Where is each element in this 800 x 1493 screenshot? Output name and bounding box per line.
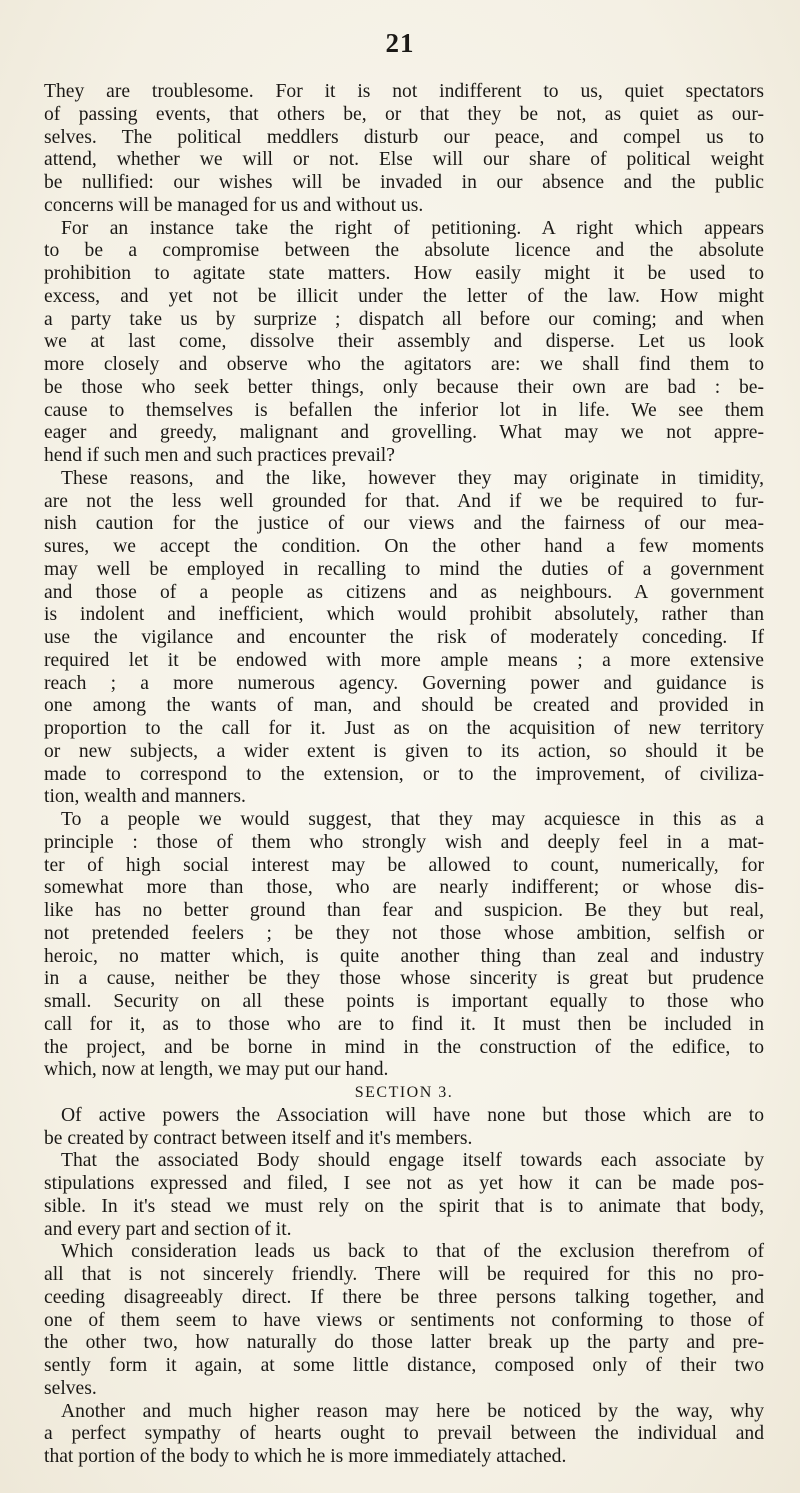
- text-line: use the vigilance and encounter the risk of moderately conceding. If: [44, 627, 764, 648]
- text-line: selves. The political meddlers disturb our peace, and compel us to: [44, 126, 764, 148]
- text-line: more closely and observe who the agitators are: we shall find them to: [44, 354, 764, 375]
- text-line: reach ; a more numerous agency. Governing power and guidance is: [44, 672, 764, 694]
- text-line: are not the less well grounded for that. And if we be required to fur-: [44, 490, 764, 512]
- text-line: one among the wants of man, and should be created and provided in: [44, 695, 764, 717]
- page-body-text: [44, 81, 764, 1469]
- text-line: the other two, how naturally do those latter break up the party and pre-: [44, 1332, 764, 1354]
- text-line: ceeding disagreeably direct. If there be three persons talking together, and: [44, 1286, 764, 1308]
- text-line: of passing events, that others be, or that they be not, as quiet as our-: [44, 103, 764, 125]
- text-line: to be a compromise between the absolute licence and the absolute: [44, 240, 764, 262]
- text-line: sible. In it's stead we must rely on the spirit that is to animate that body,: [44, 1195, 764, 1217]
- section-heading: SECTION 3.: [354, 1084, 454, 1101]
- text-line: be those who seek better things, only because their own are bad : be-: [44, 376, 764, 398]
- text-line: is indolent and inefficient, which would prohibit absolutely, rather than: [44, 604, 764, 626]
- text-line: a party take us by surprize ; dispatch all before our coming; and when: [44, 308, 764, 330]
- text-line: heroic, no matter which, is quite another thing than zeal and industry: [44, 945, 764, 967]
- text-line: principle : those of them who strongly wish and deeply feel in a mat-: [44, 831, 764, 853]
- text-line: prohibition to agitate state matters. How easily might it be used to: [44, 263, 764, 284]
- text-line: concerns will be managed for us and without us.: [44, 194, 424, 216]
- text-line: cause to themselves is befallen the inferior lot in life. We see them: [44, 399, 764, 421]
- text-line: eager and greedy, malignant and grovelling. What may we not appre-: [44, 422, 764, 444]
- text-line: Which consideration leads us back to that of the exclusion therefrom of: [61, 1241, 764, 1263]
- text-line: we at last come, dissolve their assembly and disperse. Let us look: [44, 331, 764, 353]
- text-line: That the associated Body should engage itself towards each associate by: [61, 1150, 764, 1172]
- text-line: or new subjects, a wider extent is given to its action, so should it be: [44, 740, 764, 762]
- text-line: These reasons, and the like, however they may originate in timidity,: [61, 467, 764, 489]
- text-line: sures, we accept the condition. On the other hand a few moments: [44, 536, 764, 557]
- text-line: They are troublesome. For it is not indifferent to us, quiet spectators: [44, 81, 764, 102]
- text-line: selves.: [44, 1377, 97, 1399]
- text-line: all that is not sincerely friendly. There will be required for this no pro-: [44, 1264, 764, 1285]
- text-line: may well be employed in recalling to mind the duties of a government: [44, 558, 764, 580]
- text-line: that portion of the body to which he is more immediately attached.: [44, 1446, 567, 1467]
- text-line: sently form it again, at some little distance, composed only of their two: [44, 1355, 764, 1376]
- text-line: For an instance take the right of petitioning. A right which appears: [61, 217, 764, 239]
- text-line: a perfect sympathy of hearts ought to prevail between the individual and: [44, 1423, 764, 1445]
- text-line: hend if such men and such practices prevail?: [44, 445, 395, 466]
- text-line: not pretended feelers ; be they not those whose ambition, selfish or: [44, 922, 764, 944]
- text-line: and those of a people as citizens and as neighbours. A government: [44, 581, 764, 603]
- text-line: which, now at length, we may put our hand.: [44, 1059, 389, 1081]
- text-line: required let it be endowed with more ample means ; a more extensive: [44, 649, 764, 671]
- text-line: be created by contract between itself and it's members.: [44, 1127, 473, 1149]
- text-line: be nullified: our wishes will be invaded in our absence and the public: [44, 172, 764, 193]
- text-line: small. Security on all these points is important equally to those who: [44, 991, 764, 1012]
- text-line: tion, wealth and manners.: [44, 786, 246, 808]
- text-line: Another and much higher reason may here be noticed by the way, why: [61, 1400, 764, 1422]
- text-line: excess, and yet not be illicit under the letter of the law. How might: [44, 285, 764, 307]
- text-line: call for it, as to those who are to find it. It must then be included in: [44, 1013, 764, 1035]
- page-number: 21: [385, 28, 415, 58]
- text-line: the project, and be borne in mind in the construction of the edifice, to: [44, 1036, 764, 1058]
- text-line: stipulations expressed and filed, I see not as yet how it can be made pos-: [44, 1173, 764, 1194]
- text-line: like has no better ground than fear and suspicion. Be they but real,: [44, 900, 764, 921]
- text-line: Of active powers the Association will have none but those which are to: [61, 1104, 764, 1126]
- text-line: somewhat more than those, who are nearly indifferent; or whose dis-: [44, 877, 764, 899]
- text-line: made to correspond to the extension, or to the improvement, of civiliza-: [44, 763, 764, 785]
- text-line: and every part and section of it.: [44, 1218, 292, 1240]
- text-line: one of them seem to have views or sentiments not conforming to those of: [44, 1309, 764, 1331]
- text-line: in a cause, neither be they those whose sincerity is great but prudence: [44, 968, 764, 990]
- text-line: To a people we would suggest, that they may acquiesce in this as a: [61, 809, 764, 830]
- text-line: proportion to the call for it. Just as on the acquisition of new territory: [44, 718, 764, 739]
- text-line: attend, whether we will or not. Else will our share of political weight: [44, 149, 764, 171]
- text-line: nish caution for the justice of our views and the fairness of our mea-: [44, 513, 764, 535]
- text-line: ter of high social interest may be allowed to count, numerically, for: [44, 854, 764, 876]
